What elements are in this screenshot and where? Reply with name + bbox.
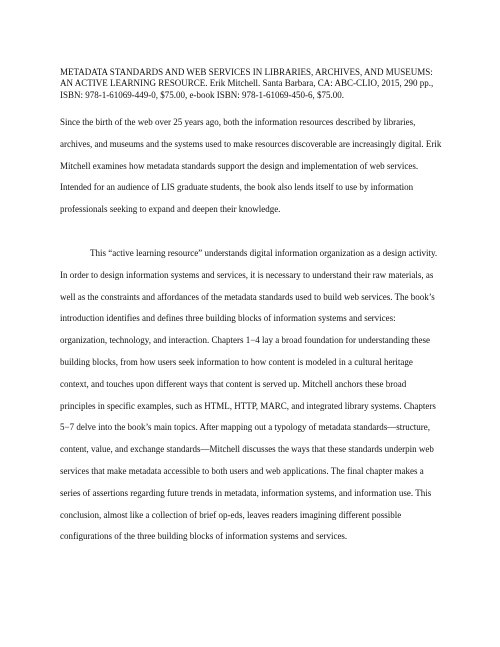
book-citation: METADATA STANDARDS AND WEB SERVICES IN LIBRARIES, ARCHIVES, AND MUSEUMS: AN ACTIVE LEARNING RESOURCE. Erik Mitchell. Santa Barbara, CA: ABC-CLIO, 2015, 290 pp., ISBN: 978-1-61069-449-0, $75.00, e-book ISBN: 978-1-61069-450-6, $75.00. xyxy=(60,67,434,100)
paragraph-intro: Since the birth of the web over 25 years ago, both the information resources described by libraries, archives, and museums and the systems used to make resources discoverable are increasingly digital. Erik Mitchell examines how metadata standards support the design and implementation of web services. Intended for an audience of LIS graduate students, the book also lends itself to use by information professionals seeking to expand and deepen their knowledge. xyxy=(60,117,442,215)
paragraph-body: This “active learning resource” understands digital information organization as a design activity. In order to design information systems and services, it is necessary to understand their raw materials, as well as the constraints and affordances of the metadata standards used to build web services. The book’s introduction identifies and defines three building blocks of information systems and services: organization, technology, and interaction. Chapters 1−4 lay a broad foundation for understanding these building blocks, from how users seek information to how content is modeled in a cultural heritage context, and touches upon different ways that content is served up. Mitchell anchors these broad principles in specific examples, such as HTML, HTTP, MARC, and integrated library systems. Chapters 5−7 delve into the book’s main topics. After mapping out a typology of metadata standards—structure, content, value, and exchange standards—Mitchell discusses the ways that these standards underpin web services that make metadata accessible to both users and web applications. The final chapter makes a series of assertions regarding future trends in metadata, information systems, and information use. This conclusion, almost like a collection of brief op-eds, leaves readers imagining different possible configurations of the three building blocks of information systems and services. xyxy=(60,248,438,542)
